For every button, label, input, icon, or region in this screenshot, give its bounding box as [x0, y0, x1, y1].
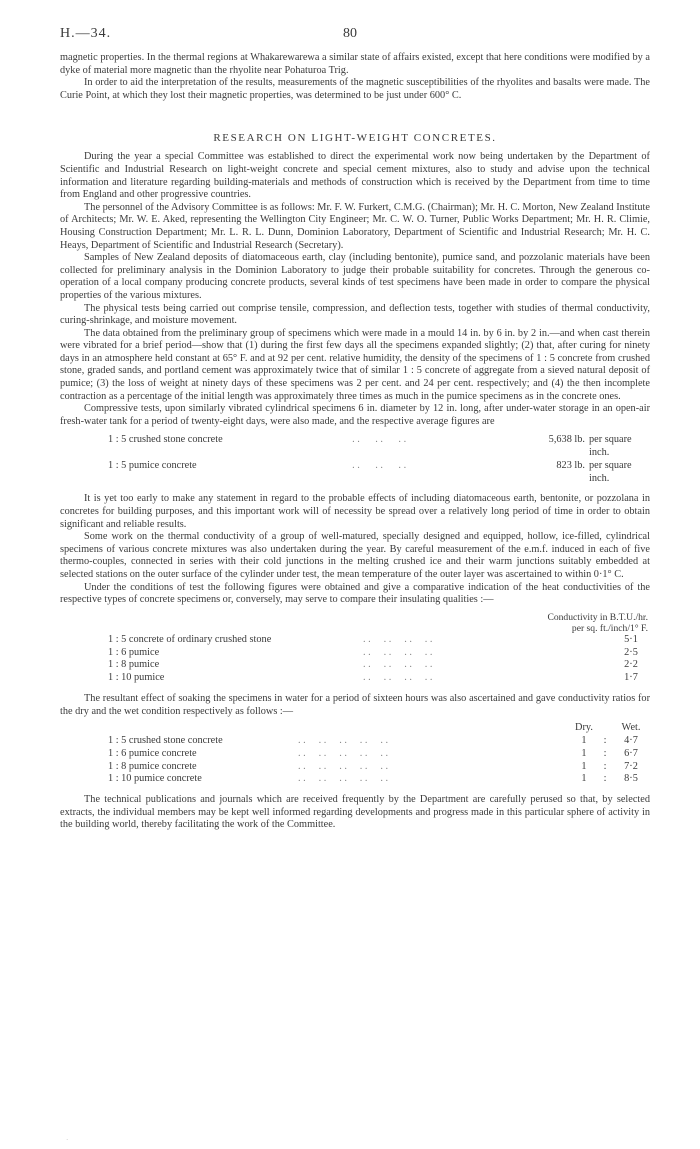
page-header	[60, 18, 650, 52]
compressive-label: 1 : 5 pumice concrete	[108, 460, 197, 472]
table-row	[60, 735, 650, 748]
leader-dots: . . . . . . . . . .	[298, 747, 389, 759]
conductivity-value: 5·1	[624, 633, 638, 645]
document-page	[60, 18, 650, 832]
table-row	[60, 634, 650, 647]
paragraph-too-early: It is yet too early to make any statement in regard to the probable effects of including diatomaceous earth, bentonite, or pozzolana in concretes for building purposes, and this important work will of necessity be spread over a relatively long period of time in order to obtain significant and reliable results.	[60, 493, 650, 530]
wet-dry-header-row	[60, 722, 650, 735]
paragraph-personnel: The personnel of the Advisory Committee is as follows: Mr. F. W. Furkert, C.M.G. (Chairman); Mr. H. C. Morton, New Zealand Institute of Architects; Mr. W. E. Aked, representing the Wellington City Engineer; Mr. C. W. O. Turner, Public Works Department; Mr. H. R. Climie, Housing Construction Department; Mr. L. R. L. Dunn, Dominion Laboratory, Department of Scientific and Industrial Research; Mr. H. C. Heays, Department of Scientific and Industrial Research (Secretary).	[60, 201, 650, 251]
compressive-row	[60, 433, 650, 459]
conductivity-label: 1 : 10 pumice	[108, 672, 165, 684]
leader-dots: . . . . . . . .	[363, 646, 433, 658]
conductivity-value: 2·2	[624, 659, 638, 671]
table-row	[60, 748, 650, 761]
dry-value: 1	[581, 747, 587, 759]
paragraph-committee: During the year a special Committee was established to direct the experimental work now being undertaken by the Department of Scientific and Industrial Research on light-weight concrete and special cement mixtures, also to study and advise upon the technical information and literature regarding building-materials and methods of construction which is received by the Department from time to time from England and other progressive countries.	[60, 151, 650, 201]
wet-dry-label: 1 : 8 pumice concrete	[108, 760, 197, 772]
ratio-colon: :	[603, 773, 607, 785]
leader-dots: . . . . . . . . . .	[298, 760, 389, 772]
ratio-colon: :	[603, 734, 607, 746]
compressive-figures	[60, 433, 650, 485]
conductivity-label: 1 : 6 pumice	[108, 646, 160, 658]
leader-dots: . . . . . . . . . .	[298, 734, 389, 746]
table-row	[60, 773, 650, 786]
ratio-colon: :	[603, 760, 607, 772]
leader-dots: . . . . . . . .	[363, 672, 433, 684]
page-number: 80	[343, 26, 357, 41]
scan-speck: ·	[66, 1136, 69, 1144]
compressive-value: 823 lb.	[556, 460, 585, 472]
wet-dry-label: 1 : 5 crushed stone concrete	[108, 734, 223, 746]
compressive-unit: per square inch.	[589, 460, 632, 485]
conductivity-value: 2·5	[624, 646, 638, 658]
intro-paragraph-1: magnetic properties. In the thermal regions at Whakarewarewa a similar state of affairs existed, except that here conditions were modified by a dyke of material more magnetic than the rhyolite near Pohaturoa Trig.	[60, 52, 650, 76]
leader-dots: . . . . . .	[352, 460, 407, 472]
leader-dots: . . . . . .	[352, 434, 407, 446]
table-row	[60, 672, 650, 685]
conductivity-header-line-1: Conductivity in B.T.U./hr.	[547, 611, 648, 623]
paragraph-soaking: The resultant effect of soaking the specimens in water for a period of sixteen hours was also ascertained and gave conductivity ratios for the dry and the wet condition respectively as follows :—	[60, 692, 650, 717]
table-row	[60, 647, 650, 660]
conductivity-table	[60, 612, 650, 685]
wet-dry-label: 1 : 6 pumice concrete	[108, 747, 197, 759]
dry-value: 1	[581, 773, 587, 785]
intro-paragraph-2: In order to aid the interpretation of the results, measurements of the magnetic susceptibilities of the rhyolites and basalts were made. The Curie Point, at which they lost their magnetic properties, was determined to be just under 600° C.	[60, 77, 650, 101]
leader-dots: . . . . . . . .	[363, 659, 433, 671]
paragraph-thermal: Some work on the thermal conductivity of a group of well-matured, specially designed and equipped, hollow, ice-filled, cylindrical specimens of various concrete mixtures was also undertaken during the year. By careful measurement of the e.m.f. induced in each of five thermo-couples, connected in series with their cold junctions in the melting crushed ice and their warm junctions suitably embedded at selected stations on the outer surface of the cylinder under test, the mean temperature of the outer layer was ascertained to within 0·1° C.	[60, 531, 650, 580]
compressive-value: 5,638 lb.	[548, 434, 585, 446]
conductivity-value: 1·7	[624, 672, 638, 684]
wet-dry-label: 1 : 10 pumice concrete	[108, 773, 202, 785]
paragraph-samples: Samples of New Zealand deposits of diatomaceous earth, clay (including bentonite), pumice sand, and pozzolanic materials have been collected for preliminary analysis in the Dominion Laboratory to judge their probable suitability for concretes. Through the generous co-operation of a local company producing concrete products, several kinds of test specimens have been made in order to compare the physical properties of the various mixtures.	[60, 252, 650, 301]
wet-value: 8·5	[624, 773, 638, 785]
table-row	[60, 659, 650, 672]
leader-dots: . . . . . . . .	[363, 633, 433, 645]
wet-value: 7·2	[624, 760, 638, 772]
dry-value: 1	[581, 734, 587, 746]
paragraph-publications: The technical publications and journals which are received frequently by the Department are carefully perused so that, by selected extracts, the individual members may be kept well informed regarding developments and progress made in this particular sphere of activity in the building world, thereby facilitating the work of the Committee.	[60, 794, 650, 831]
paragraph-data: The data obtained from the preliminary group of specimens which were made in a mould 14 in. by 6 in. by 2 in.—and when cast therein were vibrated for a brief period—show that (1) during the first few days all the specimens expanded slightly; (2) that, after curing for ninety days in an atmosphere held constant at 65° F. and at 92 per cent. relative humidity, the density of the specimens of 1 : 5 concrete from crushed stone, graded sands, and portland cement was approximately twice that of similar 1 : 5 concrete of aggregate from a sieved natural deposit of pumice; (3) the loss of weight at ninety days of these specimens was 2 per cent. and 24 per cent. respectively; and (4) the then incomplete contraction as a percentage of the initial length was approximately three times as much in the pumice specimens as in the concrete ones.	[60, 327, 650, 402]
paragraph-conditions: Under the conditions of test the following figures were obtained and give a comparative indication of the heat conductivities of the respective types of concrete specimens or, conversely, may serve to compare their insulating qualities :—	[60, 581, 650, 606]
compressive-label: 1 : 5 crushed stone concrete	[108, 434, 223, 446]
wet-header: Wet.	[621, 722, 641, 734]
paper-reference: H.—34.	[60, 26, 112, 41]
conductivity-header-line-2: per sq. ft./inch/1° F.	[571, 622, 648, 634]
conductivity-label: 1 : 8 pumice	[108, 659, 160, 671]
table-row	[60, 761, 650, 774]
paragraph-physical-tests: The physical tests being carried out comprise tensile, compression, and deflection tests, together with studies of thermal conductivity, curing-shrinkage, and moisture movement.	[60, 302, 650, 327]
dry-header: Dry.	[575, 722, 593, 734]
dry-value: 1	[581, 760, 587, 772]
paragraph-compressive: Compressive tests, upon similarly vibrated cylindrical specimens 6 in. diameter by 12 in. long, after under-water storage in an open-air fresh-water tank for a period of twenty-eight days, were also made, and the respective average figures are	[60, 403, 650, 427]
leader-dots: . . . . . . . . . .	[298, 773, 389, 785]
wet-dry-table	[60, 722, 650, 786]
conductivity-label: 1 : 5 concrete of ordinary crushed stone	[108, 633, 272, 645]
wet-value: 4·7	[624, 734, 638, 746]
section-heading: RESEARCH ON LIGHT-WEIGHT CONCRETES.	[213, 132, 497, 145]
ratio-colon: :	[603, 747, 607, 759]
wet-value: 6·7	[624, 747, 638, 759]
compressive-unit: per square inch.	[589, 434, 632, 459]
compressive-row	[60, 459, 650, 485]
